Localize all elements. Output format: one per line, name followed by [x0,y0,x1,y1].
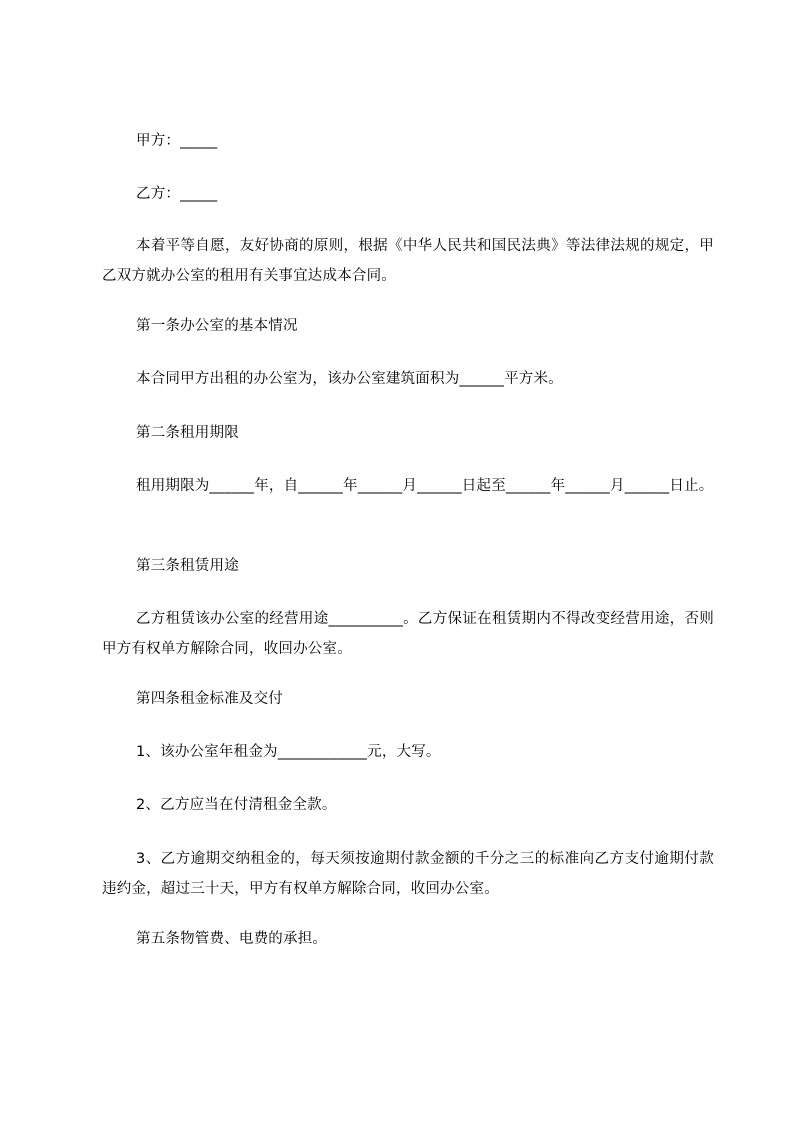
party-b-line: 乙方：_____ [136,186,218,202]
party-a-line: 甲方：_____ [136,133,218,149]
preamble-paragraph: 本着平等自愿，友好协商的原则，根据《中华人民共和国民法典》等法律法规的规定，甲乙双方就办公室的租用有关事宜达成本合同。 [102,238,714,284]
article4-item3: 3、乙方逾期交纳租金的，每天须按逾期付款金额的千分之三的标准向乙方支付逾期付款违约金，超过三十天，甲方有权单方解除合同，收回办公室。 [102,851,714,897]
article4-item1: 1、该办公室年租金为____________元，大写。 [136,744,441,760]
article4-item2: 2、乙方应当在付清租金全款。 [136,797,337,813]
article2-heading: 第二条租用期限 [136,425,239,441]
article3-paragraph: 乙方租赁该办公室的经营用途__________。乙方保证在租赁期内不得改变经营用途，否则甲方有权单方解除合同，收回办公室。 [102,611,714,657]
article4-heading: 第四条租金标准及交付 [136,691,283,707]
article1-paragraph: 本合同甲方出租的办公室为，该办公室建筑面积为______平方米。 [136,371,563,387]
article5-heading: 第五条物管费、电费的承担。 [136,931,328,947]
article2-paragraph: 租用期限为______年，自______年______月______日起至______年______月______日止。 [136,478,714,494]
article3-heading: 第三条租赁用途 [136,558,239,574]
article1-heading: 第一条办公室的基本情况 [136,318,298,334]
